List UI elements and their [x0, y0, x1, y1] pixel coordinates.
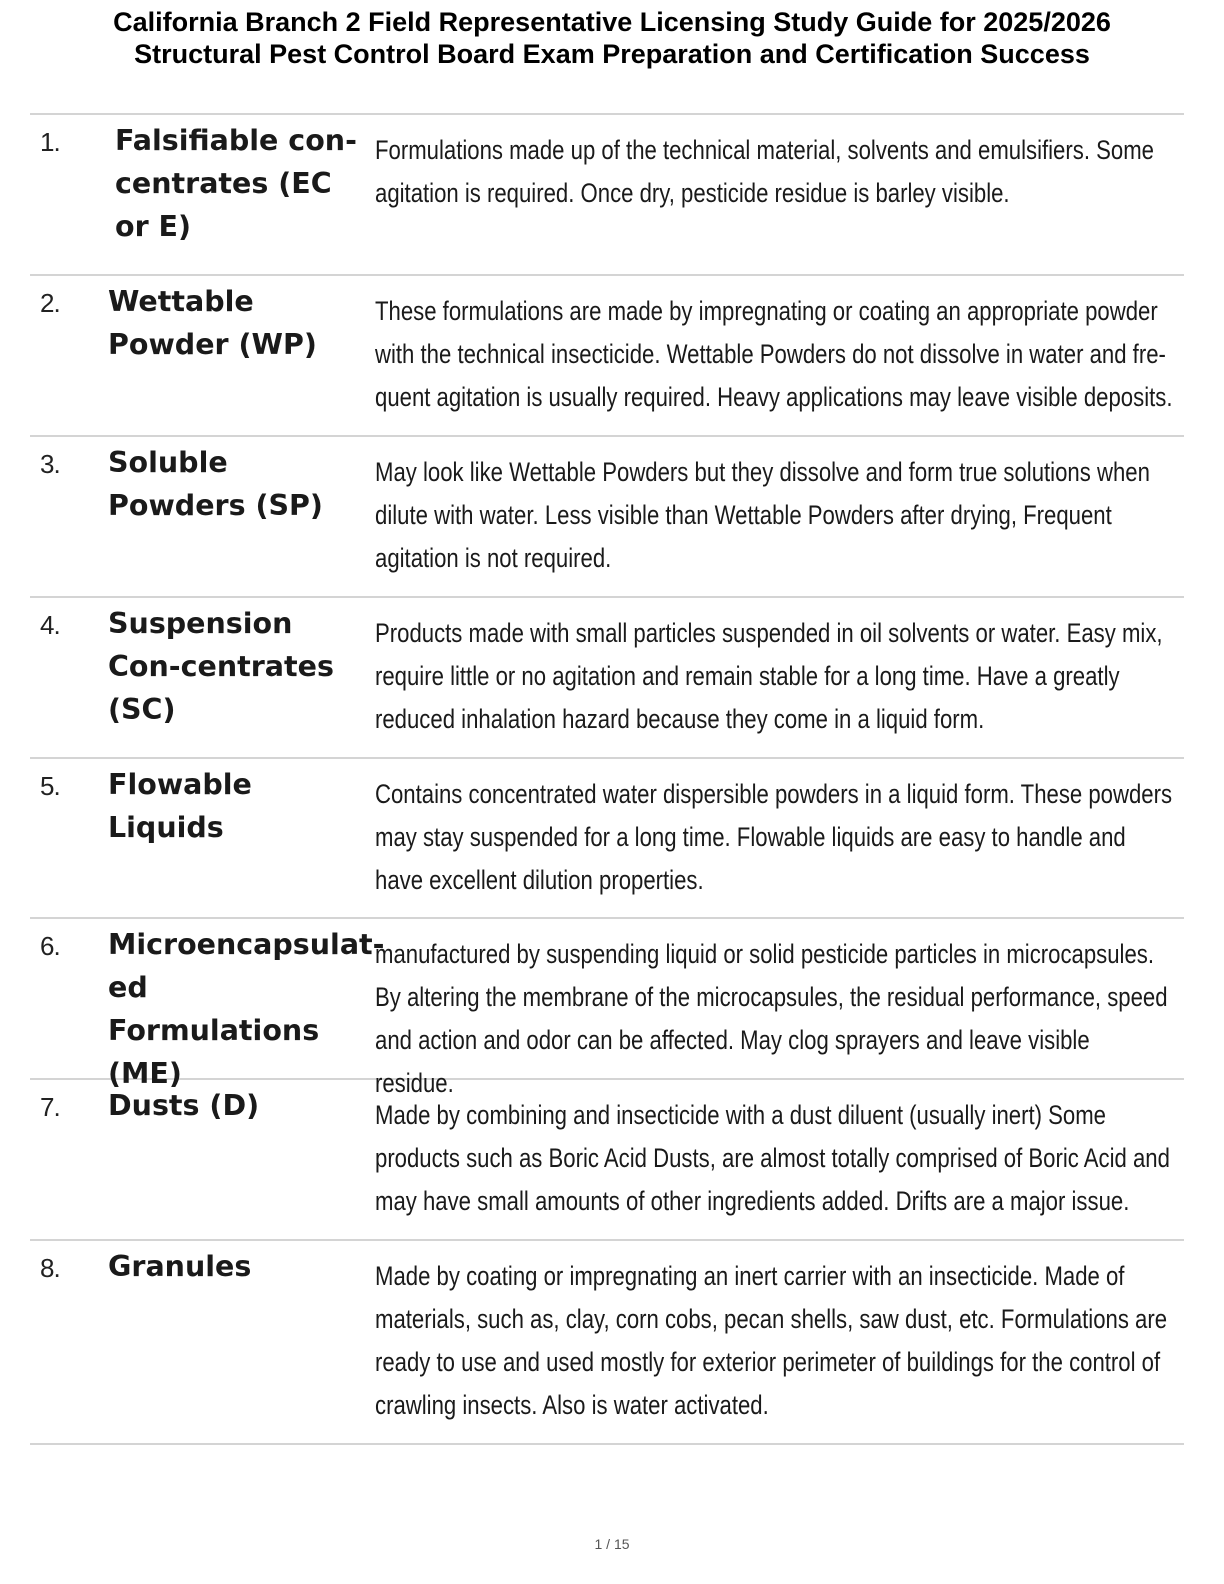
term-description: May look like Wettable Powders but they dissolve and form true solutions when dilute with water. Less visible than Wettable Powders after drying, Frequent agitation is not required. [375, 457, 1150, 573]
table-row [30, 115, 1184, 276]
term-name: Microencapsulat-ed Formulations (ME) [108, 928, 385, 1090]
term-number: 7. [40, 1092, 60, 1122]
term-description: Made by combining and insecticide with a dust diluent (usually inert) Some products such as Boric Acid Dusts, are almost totally comprised of Boric Acid and may have small amounts of other ingredients added. Drifts are a major issue. [375, 1100, 1170, 1216]
term-name: Wettable Powder (WP) [108, 285, 317, 361]
table-row [30, 1080, 1184, 1241]
document-title-line-1: California Branch 2 Field Representative Licensing Study Guide for 2025/2026 [113, 7, 1111, 37]
term-number: 2. [40, 288, 60, 318]
document-title-line-2: Structural Pest Control Board Exam Preparation and Certification Success [134, 39, 1090, 69]
document-title [40, 6, 1184, 70]
table-row [30, 598, 1184, 759]
term-name: Dusts (D) [108, 1089, 260, 1122]
table-row [30, 759, 1184, 919]
table-row [30, 1241, 1184, 1445]
term-description: Products made with small particles suspended in oil solvents or water. Easy mix, require little or no agitation and remain stable for a long time. Have a greatly reduced inhalation hazard because they come in a liquid form. [375, 618, 1163, 734]
term-description: Formulations made up of the technical material, solvents and emulsifiers. Some agitation is required. Once dry, pesticide residue is barley visible. [375, 135, 1154, 208]
term-number: 3. [40, 449, 60, 479]
term-description: These formulations are made by impregnating or coating an appropriate powder with the technical insecticide. Wettable Powders do not dissolve in water and fre-quent agitation is usually required. Heavy applications may leave visible deposits. [375, 296, 1173, 412]
table-row [30, 919, 1184, 1098]
page-number: 1 / 15 [594, 1536, 630, 1552]
term-name: Soluble Powders (SP) [108, 446, 323, 522]
term-name: Suspension Con-centrates (SC) [108, 607, 334, 726]
term-name: Granules [108, 1250, 252, 1283]
table-row [30, 276, 1184, 437]
term-name: Falsifiable con-centrates (EC or E) [115, 124, 357, 243]
term-number: 5. [40, 771, 60, 801]
term-number: 4. [40, 610, 60, 640]
term-number: 1. [40, 127, 60, 157]
formulations-table [30, 113, 1184, 1445]
term-description: Made by coating or impregnating an inert carrier with an insecticide. Made of materials, such as, clay, corn cobs, pecan shells, saw dust, etc. Formulations are ready to use and used mostly for exterior perimeter of buildings for the control of crawling insects. Also is water activated. [375, 1261, 1168, 1420]
term-number: 8. [40, 1253, 60, 1283]
table-row [30, 437, 1184, 598]
term-description: Contains concentrated water dispersible powders in a liquid form. These powders may stay suspended for a long time. Flowable liquids are easy to handle and have excellent dilution properties. [375, 779, 1173, 895]
term-number: 6. [40, 931, 60, 961]
term-name: Flowable Liquids [108, 768, 252, 844]
term-description: manufactured by suspending liquid or solid pesticide particles in microcapsules. By altering the membrane of the microcapsules, the residual performance, speed and action and odor can be affected. May clog sprayers and leave visible residue. [375, 939, 1168, 1098]
